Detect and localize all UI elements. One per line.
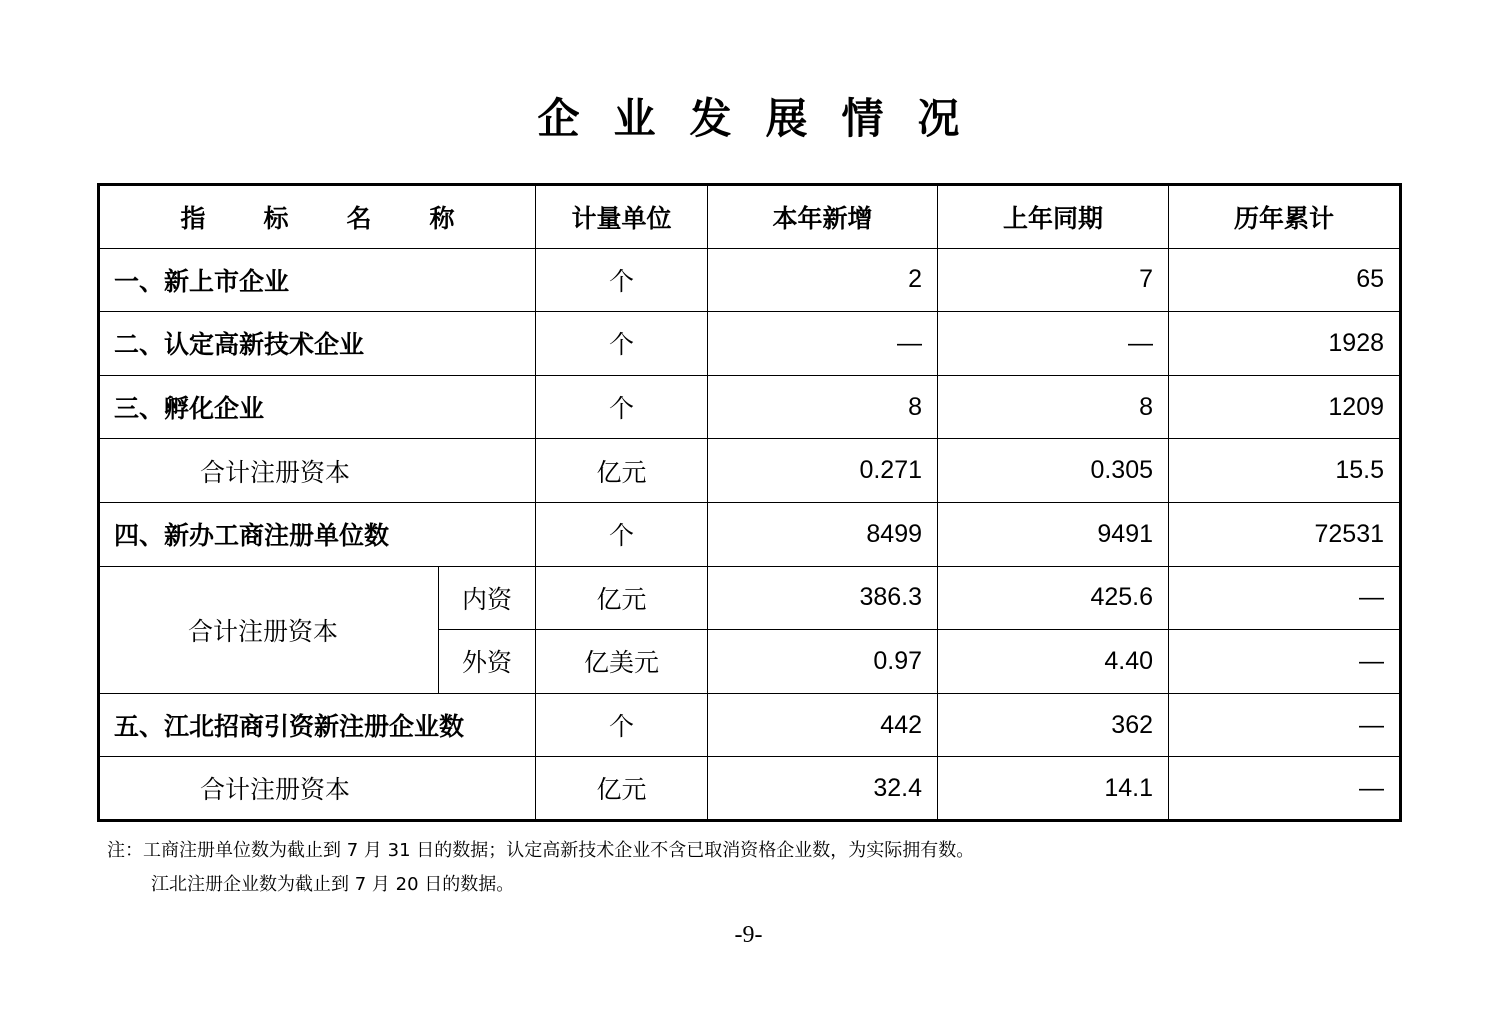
table-row bbox=[99, 693, 1401, 757]
row-unit: 个 bbox=[536, 248, 708, 312]
row-cumulative: 1209 bbox=[1169, 375, 1401, 439]
row-last-year: 425.6 bbox=[938, 566, 1169, 630]
row-last-year: 7 bbox=[938, 248, 1169, 312]
table-header-row bbox=[99, 185, 1401, 249]
page-number: -9- bbox=[734, 922, 763, 948]
row-name: 合计注册资本 bbox=[99, 439, 536, 503]
row-name: 五、江北招商引资新注册企业数 bbox=[99, 693, 536, 757]
row-name: 二、认定高新技术企业 bbox=[99, 312, 536, 376]
row-cumulative: 15.5 bbox=[1169, 439, 1401, 503]
row-this-year: 442 bbox=[708, 693, 938, 757]
row-unit: 个 bbox=[536, 693, 708, 757]
row-name: 三、孵化企业 bbox=[99, 375, 536, 439]
table-row bbox=[99, 757, 1401, 821]
footnote-line-2: 江北注册企业数为截止到 7 月 20 日的数据。 bbox=[151, 874, 515, 895]
enterprise-development-table bbox=[97, 183, 1402, 822]
row-this-year: 32.4 bbox=[708, 757, 938, 821]
header-name: 指标名称 bbox=[99, 185, 536, 249]
footnote-line-1: 注：工商注册单位数为截止到 7 月 31 日的数据；认定高新技术企业不含已取消资格企业数，为实际拥有数。 bbox=[107, 840, 975, 861]
row-unit: 个 bbox=[536, 375, 708, 439]
row-subcategory: 内资 bbox=[439, 566, 536, 630]
row-cumulative: — bbox=[1169, 757, 1401, 821]
row-unit: 亿元 bbox=[536, 757, 708, 821]
row-this-year: 386.3 bbox=[708, 566, 938, 630]
row-cumulative: 65 bbox=[1169, 248, 1401, 312]
header-this-year: 本年新增 bbox=[708, 185, 938, 249]
row-last-year: 9491 bbox=[938, 502, 1169, 566]
row-cumulative: — bbox=[1169, 630, 1401, 694]
row-name: 合计注册资本 bbox=[99, 757, 536, 821]
row-this-year: 8499 bbox=[708, 502, 938, 566]
row-cumulative: — bbox=[1169, 566, 1401, 630]
row-last-year: 362 bbox=[938, 693, 1169, 757]
row-this-year: 0.271 bbox=[708, 439, 938, 503]
row-unit: 亿元 bbox=[536, 439, 708, 503]
row-name: 一、新上市企业 bbox=[99, 248, 536, 312]
row-unit: 亿元 bbox=[536, 566, 708, 630]
row-last-year: 4.40 bbox=[938, 630, 1169, 694]
table-row bbox=[99, 439, 1401, 503]
table-row bbox=[99, 248, 1401, 312]
row-name: 合计注册资本 bbox=[99, 566, 439, 693]
page-title: 企业发展情况 bbox=[537, 94, 994, 143]
row-last-year: 8 bbox=[938, 375, 1169, 439]
table-row bbox=[99, 566, 1401, 630]
row-name: 四、新办工商注册单位数 bbox=[99, 502, 536, 566]
footnotes bbox=[107, 834, 974, 902]
row-this-year: 0.97 bbox=[708, 630, 938, 694]
row-this-year: — bbox=[708, 312, 938, 376]
row-this-year: 8 bbox=[708, 375, 938, 439]
table-row bbox=[99, 375, 1401, 439]
row-this-year: 2 bbox=[708, 248, 938, 312]
table-row bbox=[99, 312, 1401, 376]
row-cumulative: — bbox=[1169, 693, 1401, 757]
header-unit: 计量单位 bbox=[536, 185, 708, 249]
row-last-year: 0.305 bbox=[938, 439, 1169, 503]
row-last-year: — bbox=[938, 312, 1169, 376]
row-unit: 个 bbox=[536, 502, 708, 566]
table-row bbox=[99, 502, 1401, 566]
row-cumulative: 72531 bbox=[1169, 502, 1401, 566]
row-unit: 个 bbox=[536, 312, 708, 376]
row-cumulative: 1928 bbox=[1169, 312, 1401, 376]
row-last-year: 14.1 bbox=[938, 757, 1169, 821]
row-subcategory: 外资 bbox=[439, 630, 536, 694]
row-unit: 亿美元 bbox=[536, 630, 708, 694]
header-cumulative: 历年累计 bbox=[1169, 185, 1401, 249]
header-last-year: 上年同期 bbox=[938, 185, 1169, 249]
